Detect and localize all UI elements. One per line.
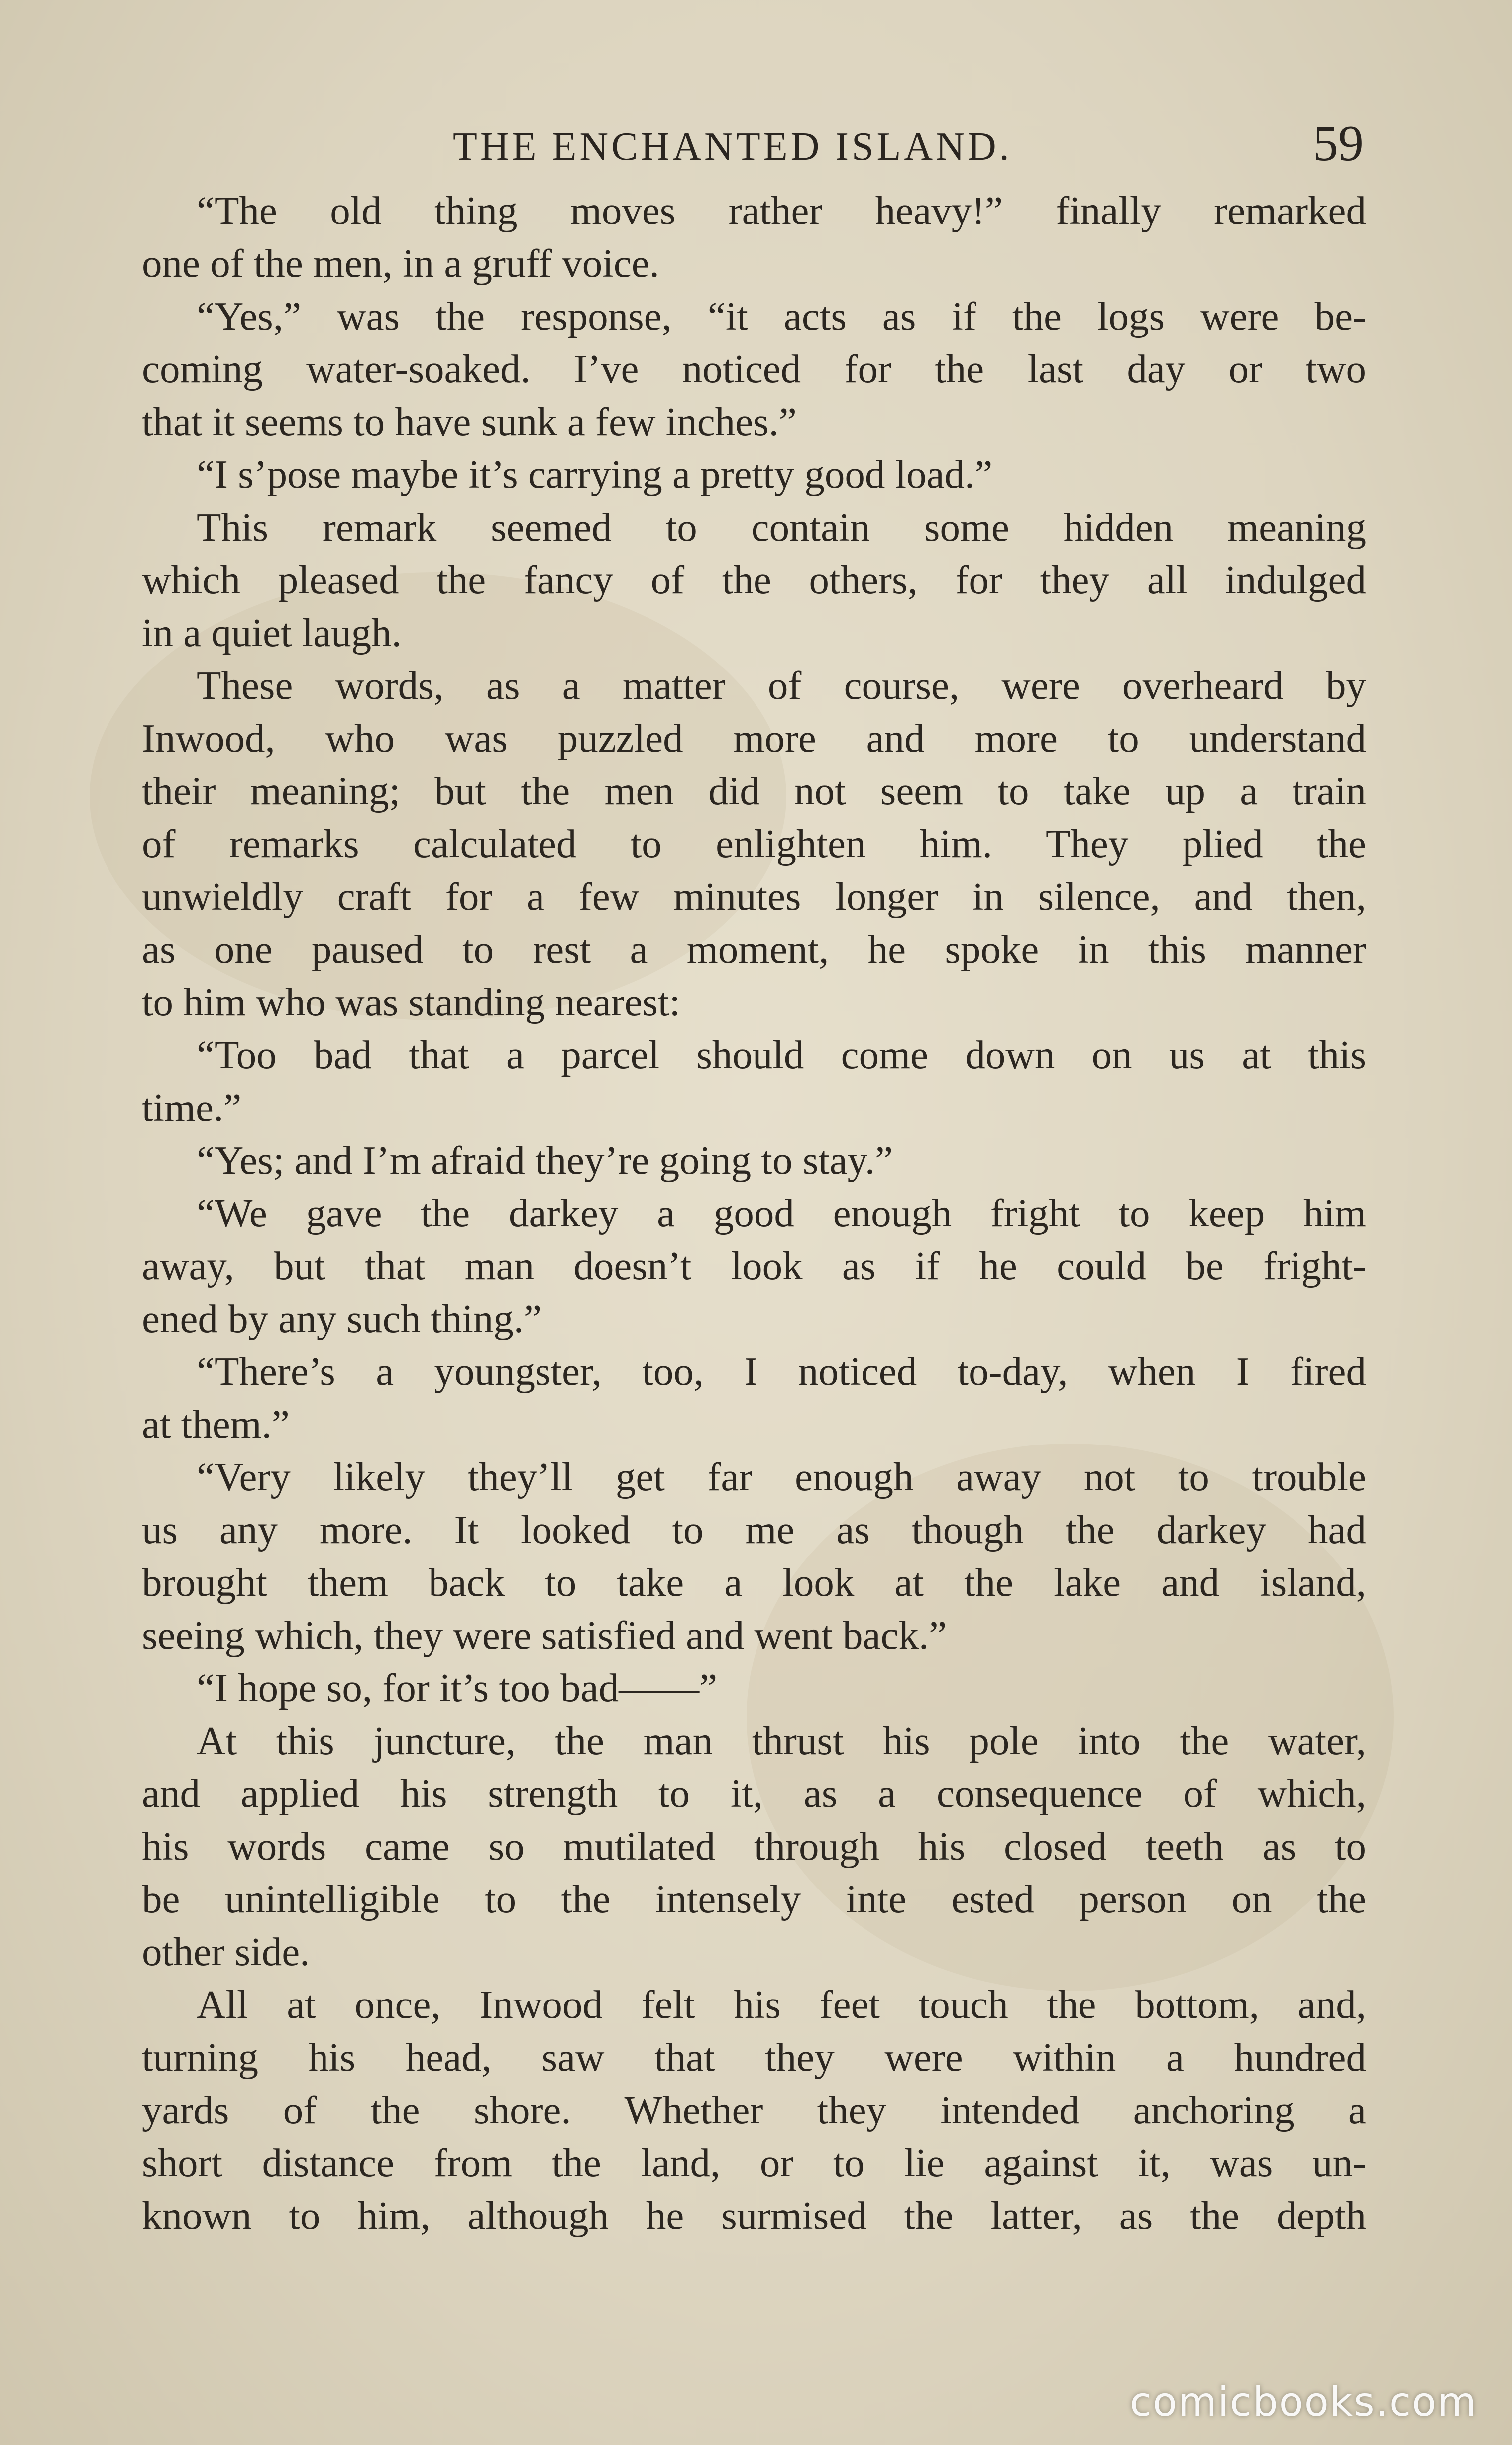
text-line: “There’s a youngster, too, I noticed to-day, when I fired — [197, 1349, 1366, 1394]
text-line: in a quiet laugh. — [142, 610, 402, 655]
text-line: at them.” — [142, 1402, 290, 1446]
text-line: At this juncture, the man thrust his pole into the water, — [197, 1718, 1366, 1763]
text-line: Inwood, who was puzzled more and more to understand — [142, 716, 1366, 761]
text-line: of remarks calculated to enlighten him. They plied the — [142, 821, 1366, 866]
text-line: that it seems to have sunk a few inches.” — [142, 399, 797, 444]
text-line: coming water-soaked. I’ve noticed for the last day or two — [142, 346, 1366, 391]
text-line: unwieldly craft for a few minutes longer in silence, and then, — [142, 874, 1366, 919]
text-line: as one paused to rest a moment, he spoke in this manner — [142, 927, 1366, 972]
text-line: “Yes,” was the response, “it acts as if the logs were be- — [197, 294, 1366, 338]
text-line: time.” — [142, 1085, 242, 1130]
text-line: These words, as a matter of course, were overheard by — [197, 663, 1366, 708]
page-number: 59 — [1313, 115, 1364, 172]
text-line: known to him, although he surmised the latter, as the depth — [142, 2193, 1366, 2238]
text-line: brought them back to take a look at the lake and island, — [142, 1560, 1366, 1605]
text-line: “I hope so, for it’s too bad——” — [197, 1666, 718, 1710]
text-line: This remark seemed to contain some hidden meaning — [197, 505, 1366, 550]
body-text — [142, 184, 1366, 2242]
text-line: their meaning; but the men did not seem to take up a train — [142, 769, 1366, 813]
text-line: “Very likely they’ll get far enough away not to trouble — [197, 1454, 1366, 1499]
text-line: to him who was standing nearest: — [142, 980, 681, 1024]
text-line: us any more. It looked to me as though the darkey had — [142, 1507, 1366, 1552]
text-line: short distance from the land, or to lie against it, was un- — [142, 2140, 1366, 2185]
text-line: “We gave the darkey a good enough fright to keep him — [197, 1191, 1366, 1235]
text-line: which pleased the fancy of the others, for they all indulged — [142, 557, 1366, 602]
text-line: turning his head, saw that they were within a hundred — [142, 2035, 1366, 2080]
text-line: away, but that man doesn’t look as if he could be fright- — [142, 1243, 1366, 1288]
text-line: be unintelligible to the intensely inte ested person on the — [142, 1877, 1366, 1921]
text-line: yards of the shore. Whether they intended anchoring a — [142, 2088, 1366, 2132]
text-line: ened by any such thing.” — [142, 1296, 542, 1341]
text-line: “Too bad that a parcel should come down on us at this — [197, 1032, 1366, 1077]
running-title: THE ENCHANTED ISLAND. — [453, 125, 1012, 169]
text-line: his words came so mutilated through his closed teeth as to — [142, 1824, 1366, 1869]
text-line: other side. — [142, 1929, 310, 1974]
text-line: “Yes; and I’m afraid they’re going to stay.” — [197, 1138, 893, 1183]
text-line: “I s’pose maybe it’s carrying a pretty good load.” — [197, 452, 993, 497]
text-line: and applied his strength to it, as a consequence of which, — [142, 1771, 1366, 1816]
running-header — [139, 114, 1364, 179]
text-line: All at once, Inwood felt his feet touch the bottom, and, — [197, 1982, 1366, 2027]
text-line: one of the men, in a gruff voice. — [142, 241, 659, 286]
watermark: comicbooks.com — [1129, 2379, 1477, 2425]
text-line: “The old thing moves rather heavy!” finally remarked — [197, 188, 1366, 233]
text-line: seeing which, they were satisfied and went back.” — [142, 1613, 947, 1658]
